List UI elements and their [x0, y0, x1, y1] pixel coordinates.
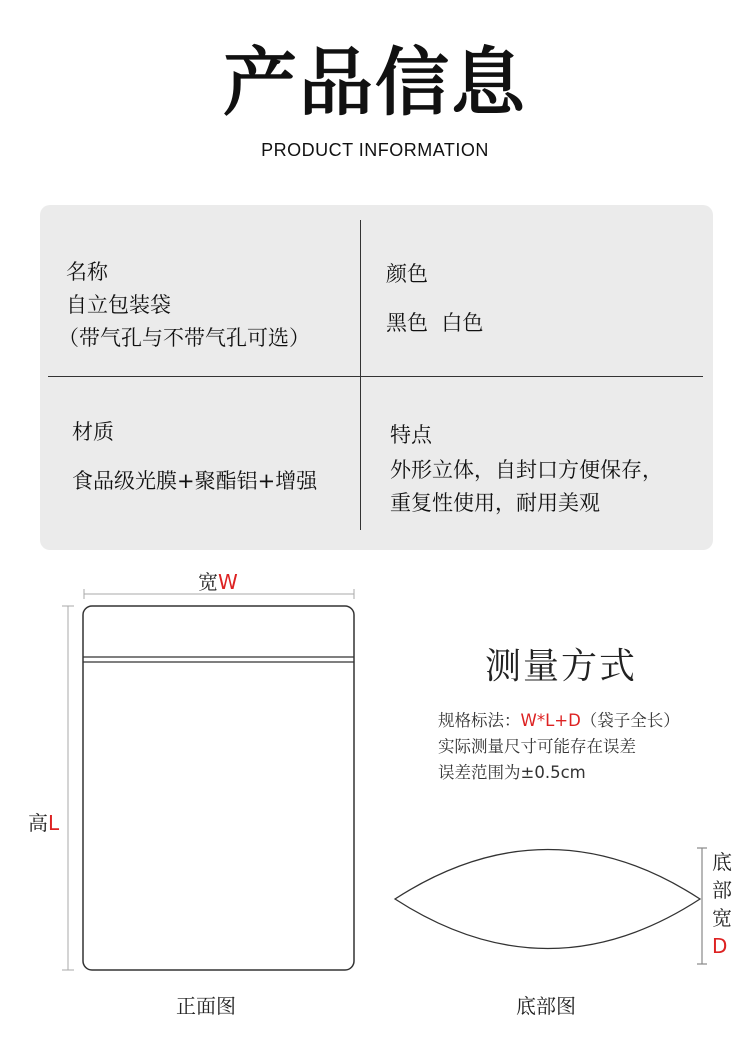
height-label-text: 高 [28, 811, 48, 835]
features-line1: 外形立体，自封口方便保存， [390, 458, 663, 482]
color-label: 颜色 [386, 262, 428, 286]
material-label: 材质 [72, 420, 114, 444]
page-subtitle: PRODUCT INFORMATION [261, 140, 489, 160]
height-label [28, 807, 59, 836]
features-label: 特点 [390, 423, 432, 447]
name-value-line1: 自立包装袋 [66, 293, 171, 317]
height-code: L [48, 811, 60, 835]
depth-char-3: 宽 [712, 906, 732, 930]
bag-bottom-outline [395, 850, 700, 949]
name-label: 名称 [66, 260, 108, 284]
material-value: 食品级光膜+聚酯铝+增强 [72, 469, 318, 493]
spec-prefix: 规格标法： [438, 711, 521, 730]
page-title: 产品信息 [223, 40, 527, 126]
note-line2: 实际测量尺寸可能存在误差 [438, 737, 636, 756]
measure-title: 测量方式 [485, 646, 638, 687]
spec-suffix: （袋子全长） [580, 711, 680, 730]
width-code: W [218, 570, 238, 594]
spec-formula: W*L+D [520, 711, 581, 730]
measure-notes [438, 708, 680, 786]
features-line2: 重复性使用，耐用美观 [390, 491, 600, 515]
depth-label [712, 848, 732, 960]
name-value-line2: （带气孔与不带气孔可选） [58, 326, 310, 350]
depth-code: D [712, 934, 728, 958]
spec-line [438, 708, 680, 734]
depth-char-1: 底 [712, 850, 732, 874]
width-label-text: 宽 [198, 570, 218, 594]
bottom-view-caption: 底部图 [516, 994, 576, 1018]
depth-char-2: 部 [712, 878, 732, 902]
front-view-caption: 正面图 [176, 994, 236, 1018]
note-line3: 误差范围为±0.5cm [438, 763, 586, 782]
bag-front-outline [83, 606, 354, 970]
color-value: 黑色 白色 [386, 311, 484, 335]
